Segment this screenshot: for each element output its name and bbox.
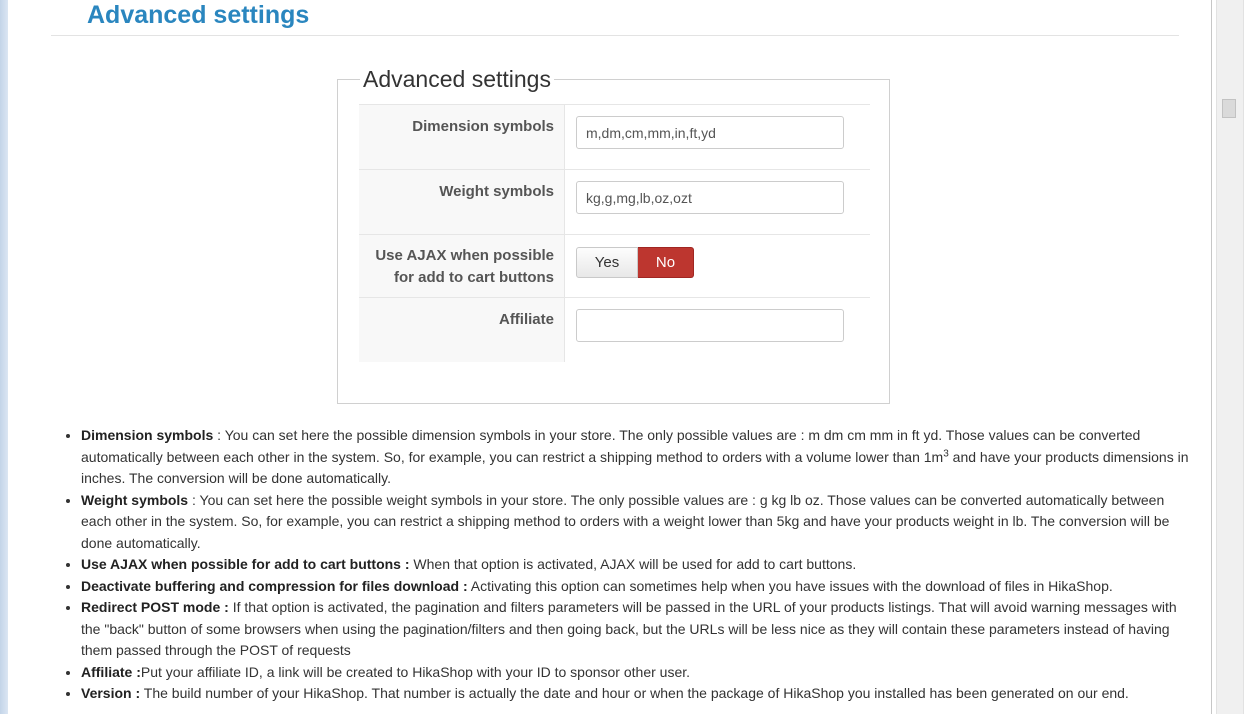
weight-symbols-input[interactable] xyxy=(576,181,844,214)
title-divider xyxy=(51,35,1179,36)
dimension-symbols-input[interactable] xyxy=(576,116,844,149)
scrollbar-thumb[interactable] xyxy=(1222,99,1236,118)
ajax-label xyxy=(359,235,565,298)
help-text: If that option is activated, the pagination and filters parameters will be passed in the URL of your products listings. That will avoid warning messages with the "back" button of some browsers when using the pagination/filters and then going back, but the URLs will be less nice as they will contain these parameters instead of having them passed through the POST of requests xyxy=(81,599,1177,658)
fieldset-legend: Advanced settings xyxy=(363,66,551,92)
affiliate-value-cell xyxy=(566,298,870,362)
help-term: Redirect POST mode : xyxy=(81,599,229,615)
help-text: You can set here the possible dimension symbols in your store. The only possible values are : m dm cm mm in ft yd. Those values can be converted automatically between each other in the system. So, for example, you can restrict a shipping method to orders with a volume lower than 1m xyxy=(81,427,1141,465)
ajax-value-cell xyxy=(566,235,870,298)
help-text: The build number of your HikaShop. That number is actually the date and hour or when the package of HikaShop you installed has been generated on our end. xyxy=(140,685,1129,701)
row-weight-symbols xyxy=(359,169,870,235)
help-term: Deactivate buffering and compression for files download : xyxy=(81,577,468,594)
help-text: Put your affiliate ID, a link will be created to HikaShop with your ID to sponsor other user. xyxy=(140,663,691,680)
help-item-ajax xyxy=(81,554,1191,576)
divider-line xyxy=(1211,0,1212,714)
help-text: and have your products dimensions in inches. The conversion will be done automatically. xyxy=(81,448,1189,486)
help-text: Activating this option can sometimes help when you have issues with the download of files in HikaShop. xyxy=(467,577,1113,594)
ajax-no-button[interactable]: No xyxy=(638,247,694,278)
row-affiliate xyxy=(359,297,870,362)
help-sep: : xyxy=(213,427,225,443)
ajax-label-line1: Use AJAX when possible xyxy=(375,247,554,264)
help-term: Weight symbols xyxy=(81,491,189,508)
help-item-buffering xyxy=(81,576,1191,598)
row-dimension-symbols xyxy=(359,104,870,170)
row-ajax-add-to-cart xyxy=(359,234,870,298)
dimension-symbols-value-cell xyxy=(566,105,870,170)
help-sep: : xyxy=(188,491,200,508)
help-item-dimension xyxy=(81,425,1191,490)
help-text: You can set here the possible weight symbols in your store. The only possible values are : g kg lb oz. Those values can be converted automatically between each other in the system. So, for example, you can restrict a shipping method to orders with a weight lower than 5kg and have your products weight in lb. The conversion will be done automatically. xyxy=(81,491,1170,551)
help-term: Affiliate : xyxy=(81,663,141,680)
help-list xyxy=(63,425,1191,705)
help-term: Dimension symbols xyxy=(81,427,214,443)
help-item-weight xyxy=(81,490,1191,555)
help-sup: 3 xyxy=(943,447,949,459)
page-title: Advanced settings xyxy=(87,1,310,29)
help-term: Use AJAX when possible for add to cart buttons : xyxy=(81,556,410,572)
weight-symbols-label: Weight symbols xyxy=(359,170,565,235)
help-text: When that option is activated, AJAX will be used for add to cart buttons. xyxy=(409,556,857,572)
ajax-yes-button[interactable]: Yes xyxy=(576,247,638,278)
help-item-version xyxy=(81,683,1191,705)
ajax-yes-no-toggle xyxy=(576,247,694,278)
dimension-symbols-label: Dimension symbols xyxy=(359,105,565,170)
ajax-label-line2: for add to cart buttons xyxy=(394,269,554,286)
affiliate-label: Affiliate xyxy=(359,298,565,362)
help-term: Version : xyxy=(81,685,141,701)
affiliate-input[interactable] xyxy=(576,309,844,342)
help-item-affiliate xyxy=(81,662,1191,684)
help-item-redirect-post xyxy=(81,597,1191,662)
weight-symbols-value-cell xyxy=(566,170,870,235)
